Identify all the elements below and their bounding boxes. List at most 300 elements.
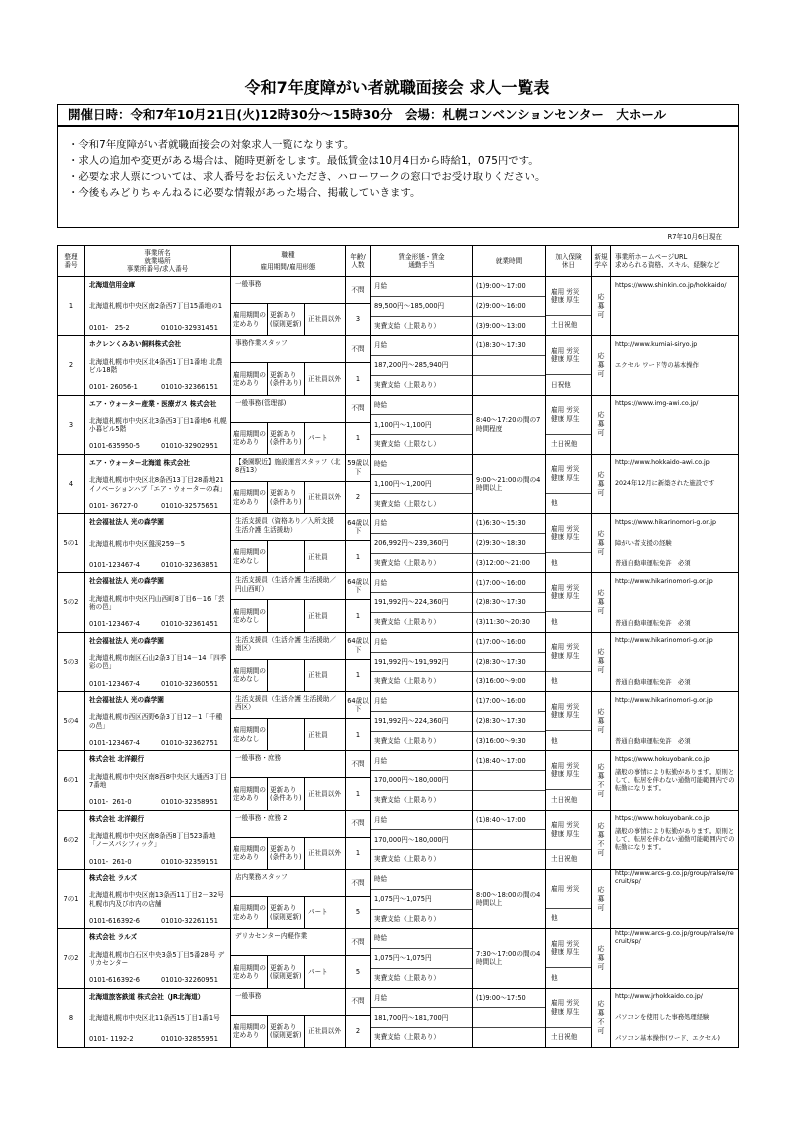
notice-item: ・令和7年度障がい者就職面接会の対象求人一覧になります。 (68, 139, 355, 151)
insurance-cell (546, 455, 592, 513)
working-hours (473, 751, 546, 809)
requirement-note (615, 413, 736, 438)
requirement-note (615, 650, 736, 675)
company-url[interactable]: http://www.jrhokkaido.co.jp/ (615, 993, 703, 1001)
office-number: 0101-123467-4 (89, 620, 140, 629)
company-url[interactable]: http://www.arcs-g.co.jp/group/ralse/recruit/sp/ (615, 870, 734, 886)
table-row (58, 988, 738, 1047)
work-address: 北海道札幌市中央区北4条西1丁目1番地 北農ビル18階 (89, 357, 223, 374)
working-hours (473, 811, 546, 869)
age-count-cell (346, 396, 371, 454)
job-number: 01010-32855951 (161, 1035, 218, 1044)
working-hours-slot: (1)8:40～17:00 (473, 751, 545, 771)
working-hours-slot (473, 1008, 545, 1028)
id-numbers (89, 442, 227, 450)
job-number: 01010-32902951 (161, 442, 218, 451)
notice-item: ・求人の追加や変更がある場合は、随時更新をします。最低賃金は10月4日から時給1，075円です。 (68, 155, 539, 167)
company-name: 北海道旅客鉄道 株式会社（JR北海道） (89, 992, 205, 1001)
insurance-item: 雇用 労災 (551, 643, 580, 652)
wage-range: 170,000円～180,000円 (371, 830, 472, 850)
header-insurance (546, 246, 592, 276)
row-number: 1 (58, 277, 85, 335)
age-count-cell (346, 989, 371, 1047)
job-cell (231, 692, 346, 750)
requirement-note (615, 294, 736, 319)
header-number (58, 246, 85, 276)
commute-allowance: 実費支給（上限あり） (374, 736, 440, 745)
wage-type: 時給 (371, 396, 472, 416)
insurance-list (546, 277, 591, 316)
openings-count: 1 (355, 789, 361, 798)
table-header-row (58, 246, 738, 276)
job-cell (231, 870, 346, 928)
wage-type: 月給 (371, 573, 472, 593)
company-url[interactable]: http://www.arcs-g.co.jp/group/ralse/recruit/sp/ (615, 929, 734, 945)
age-limit: 不問 (346, 396, 370, 423)
working-hours-slot (473, 791, 545, 810)
new-graduate-status: 応募可 (597, 589, 605, 617)
business-cell (85, 929, 231, 987)
row-number: 4 (58, 455, 85, 513)
contract-renewal: 更新あり(条件あり) (268, 423, 305, 454)
page-title: 令和7年度障がい者就職面接会 求人一覧表 (244, 78, 550, 97)
event-info: 開催日時：令和7年10月21日(火)12時30分～15時30分 会場：札幌コンベンションセンター 大ホール (57, 104, 739, 126)
employment-terms (231, 482, 345, 513)
work-address: 北海道札幌市中央区円山西町8丁目6－16「芸術の邑」 (89, 594, 225, 612)
wage-type: 月給 (371, 514, 472, 534)
working-hours-slot (473, 771, 545, 791)
working-hours (473, 989, 546, 1047)
wage-type: 時給 (371, 870, 472, 890)
job-number: 01010-32359151 (161, 857, 218, 866)
new-graduate-cell (592, 514, 611, 572)
company-name: 社会福祉法人 光の森学園 (89, 577, 164, 586)
job-title: 一般事務 (231, 277, 345, 304)
contract-renewal: 更新あり(条件あり) (268, 838, 305, 869)
url-requirements-cell (611, 633, 738, 691)
url-requirements-cell (611, 811, 738, 869)
working-hours (473, 455, 546, 513)
insurance-cell (546, 989, 592, 1047)
insurance-item: 雇用 労災 (551, 999, 580, 1008)
new-graduate-cell (592, 455, 611, 513)
new-graduate-cell (592, 692, 611, 750)
business-cell (85, 692, 231, 750)
company-url[interactable]: http://www.hikarinomori-g.or.jp (615, 577, 713, 585)
table-row (58, 454, 738, 513)
wage-cell (371, 396, 473, 454)
openings-count: 1 (355, 849, 361, 858)
business-cell (85, 633, 231, 691)
insurance-item: 健康 厚生 (551, 770, 580, 779)
wage-range: 187,200円～285,940円 (371, 356, 472, 376)
age-count-cell (346, 751, 371, 809)
table-row (58, 572, 738, 631)
new-graduate-status: 応募可 (597, 470, 605, 498)
insurance-item: 健康 厚生 (551, 1007, 580, 1016)
wage-cell (371, 870, 473, 928)
commute-allowance: 実費支給（上限あり） (374, 1033, 440, 1042)
holidays: 日祝他 (551, 380, 571, 389)
wage-range: 89,500円～185,000円 (371, 297, 472, 317)
business-cell (85, 396, 231, 454)
wage-cell (371, 751, 473, 809)
wage-type: 時給 (371, 455, 472, 475)
as-of-date: R7年10月6日現在 (667, 233, 722, 241)
insurance-item: 雇用 労災 (551, 346, 580, 355)
header-label: 事業所番号/求人番号 (126, 265, 189, 274)
header-label: 加入保険 (555, 252, 582, 261)
employment-type: 正社員 (308, 611, 328, 620)
notice-box (57, 126, 739, 228)
age-count-cell (346, 336, 371, 394)
new-graduate-status: 応募可 (597, 351, 605, 379)
insurance-item: 雇用 労災 (551, 287, 580, 296)
insurance-item: 健康 厚生 (551, 414, 580, 423)
row-number: 6の1 (58, 751, 85, 809)
holidays: 他 (551, 736, 558, 745)
work-address: 北海道札幌市中央区南8西8中央区大通西3丁目7番地 (89, 772, 227, 790)
insurance-cell (546, 692, 592, 750)
company-url[interactable]: http://www.hikarinomori-g.or.jp (615, 637, 713, 645)
age-count-cell (346, 870, 371, 928)
url-requirements-cell (611, 455, 738, 513)
job-number: 01010-32575651 (161, 501, 218, 510)
job-title: 一般事務・庶務 2 (231, 811, 345, 838)
insurance-cell (546, 573, 592, 631)
requirement-note: 普通自動車運転免許 必須 (615, 560, 691, 568)
working-hours (473, 870, 546, 928)
insurance-item: 健康 厚生 (551, 948, 580, 957)
requirement-note (615, 971, 736, 987)
contract-renewal (268, 719, 305, 750)
working-hours-slot: (1)7:00～16:00 (473, 633, 545, 653)
working-hours (473, 336, 546, 394)
openings-count: 2 (355, 1027, 361, 1035)
insurance-list (546, 870, 591, 909)
company-url[interactable]: http://www.hokkaido-awi.co.jp (615, 459, 710, 467)
header-label: 番号 (64, 261, 78, 269)
commute-allowance: 実費支給（上限あり） (374, 558, 440, 567)
new-graduate-status: 応募可 (597, 885, 605, 913)
company-name: 株式会社 ラルズ (89, 873, 138, 882)
requirement-note (615, 793, 736, 809)
wage-cell (371, 336, 473, 394)
age-limit: 64歳以下 (346, 573, 370, 600)
url-requirements-cell (611, 929, 738, 987)
working-hours-slot: (1)9:00～17:50 (473, 989, 545, 1009)
employment-period: 雇用期間の定めあり (231, 423, 268, 454)
table-row (58, 335, 738, 394)
employment-terms (231, 838, 345, 869)
id-numbers (89, 383, 227, 391)
job-title: 生活支援員（生活介護 生活援助／西区） (231, 692, 345, 719)
insurance-item: 健康 厚生 (551, 711, 580, 720)
insurance-cell (546, 751, 592, 809)
table-row (58, 632, 738, 691)
header-age (346, 246, 371, 276)
job-number: 01010-32358951 (161, 798, 218, 807)
job-title: 一般事務(管理部) (231, 396, 345, 423)
commute-allowance: 実費支給（上限あり） (374, 914, 440, 923)
requirement-note (615, 378, 736, 394)
working-hours (473, 396, 546, 454)
insurance-cell (546, 811, 592, 869)
company-url[interactable]: https://www.hikarinomori-g.or.jp (615, 518, 716, 526)
job-cell (231, 336, 346, 394)
insurance-item: 雇用 労災 (551, 584, 580, 593)
requirement-note (615, 853, 736, 869)
age-count-cell (346, 633, 371, 691)
business-cell (85, 455, 231, 513)
table-row (58, 513, 738, 572)
company-name: 株式会社 北洋銀行 (89, 755, 145, 764)
job-number: 01010-32360551 (161, 679, 218, 688)
row-number: 5の2 (58, 573, 85, 631)
new-graduate-status: 応募可 (597, 411, 605, 439)
business-cell (85, 514, 231, 572)
row-number: 3 (58, 396, 85, 454)
wage-cell (371, 692, 473, 750)
insurance-item: 雇用 労災 (551, 702, 580, 711)
age-count-cell (346, 692, 371, 750)
age-limit: 不問 (346, 336, 370, 363)
work-address: 北海道札幌市中央区北11条西15丁目1番1号 (89, 1014, 220, 1022)
header-label: 人数 (351, 261, 365, 269)
header-label: 就業場所 (144, 256, 171, 265)
insurance-cell (546, 929, 592, 987)
new-graduate-cell (592, 811, 611, 869)
contract-renewal (268, 600, 305, 631)
employment-terms (231, 1016, 345, 1047)
job-listing-table (57, 245, 739, 1048)
wage-range: 1,075円～1,075円 (371, 890, 472, 910)
company-url[interactable]: https://www.shinkin.co.jp/hokkaido/ (615, 281, 727, 289)
holidays: 土日祝他 (551, 795, 578, 804)
url-requirements-cell (611, 514, 738, 572)
insurance-list (546, 929, 591, 968)
insurance-cell (546, 396, 592, 454)
working-hours-text: 7:30～17:00の間の4時間以上 (476, 950, 541, 967)
insurance-item: 健康 厚生 (551, 592, 580, 601)
id-numbers (89, 976, 227, 984)
employment-period: 雇用期間の定めあり (231, 897, 268, 928)
new-graduate-cell (592, 396, 611, 454)
company-url[interactable]: http://www.kumiai-siryo.jp (615, 340, 698, 348)
employment-period: 雇用期間の定めなし (231, 541, 268, 572)
working-hours-text: 8:00～18:00の間の4時間以上 (476, 890, 541, 908)
insurance-list (546, 396, 591, 435)
insurance-item: 健康 厚生 (551, 651, 580, 660)
employment-terms (231, 956, 345, 987)
employment-period: 雇用期間の定めあり (231, 1016, 268, 1047)
holidays: 土日祝他 (551, 1033, 578, 1041)
job-cell (231, 455, 346, 513)
insurance-item: 健康 厚生 (551, 533, 580, 542)
new-graduate-cell (592, 870, 611, 928)
employment-terms (231, 897, 345, 928)
header-label: 学卒 (594, 261, 608, 269)
requirement-note (615, 590, 736, 615)
job-title: 店内業務スタッフ (231, 870, 345, 897)
age-limit: 不問 (346, 929, 370, 956)
company-url[interactable]: https://www.img-awi.co.jp/ (615, 400, 699, 408)
header-url (611, 246, 738, 276)
job-cell (231, 514, 346, 572)
new-graduate-cell (592, 336, 611, 394)
header-label: 休日 (561, 261, 576, 269)
wage-cell (371, 573, 473, 631)
age-limit: 不問 (346, 277, 370, 304)
row-number: 7の1 (58, 870, 85, 928)
work-address: 北海道札幌市中央区南2条西7丁目15番地の1 (89, 302, 223, 311)
table-row (58, 810, 738, 869)
employment-period: 雇用期間の定めあり (231, 482, 268, 513)
working-hours-slot: (1)8:30～17:30 (473, 336, 545, 356)
table-row (58, 276, 738, 335)
header-label: 雇用期間/雇用形態 (260, 262, 316, 271)
insurance-cell (546, 870, 592, 928)
row-number: 6の2 (58, 811, 85, 869)
requirement-note (615, 497, 736, 513)
age-limit: 不問 (346, 989, 370, 1016)
contract-renewal (268, 541, 305, 572)
business-cell (85, 870, 231, 928)
insurance-list (546, 811, 591, 850)
url-requirements-cell (611, 989, 738, 1047)
insurance-list (546, 989, 591, 1028)
id-numbers (89, 1035, 227, 1043)
working-hours-slot: (2)8:30～17:30 (473, 653, 545, 673)
wage-range: 206,992円～239,360円 (371, 534, 472, 554)
work-address: 北海道札幌市中央区南13条西11丁目2－32号 札幌市内及び市内の店舗 (89, 891, 224, 908)
office-number: 0101-635950-5 (89, 442, 140, 451)
age-limit: 不問 (346, 811, 370, 838)
id-numbers (89, 680, 227, 688)
holidays: 他 (551, 677, 558, 686)
company-name: 社会福祉法人 光の森学園 (89, 518, 164, 527)
age-count-cell (346, 811, 371, 869)
insurance-list (546, 455, 591, 494)
employment-period: 雇用期間の定めあり (231, 304, 268, 335)
company-name: 社会福祉法人 光の森学園 (89, 696, 164, 705)
age-count-cell (346, 514, 371, 572)
new-graduate-status: 応募不可 (597, 821, 605, 858)
employment-period: 雇用期間の定めなし (231, 660, 268, 691)
requirement-note (615, 319, 736, 335)
id-numbers (89, 561, 227, 569)
header-label: 職種 (281, 250, 295, 259)
age-limit: 59歳以下 (346, 455, 370, 482)
employment-type: パート (308, 908, 328, 917)
job-cell (231, 751, 346, 809)
employment-type: 正社員 (308, 552, 328, 561)
job-title: 生活支援員（生活介護 生活援助／南区） (231, 633, 345, 660)
working-hours-slot (473, 850, 545, 869)
insurance-item: 健康 厚生 (551, 296, 580, 304)
url-requirements-cell (611, 751, 738, 809)
insurance-cell (546, 514, 592, 572)
working-hours-slot: (3)16:00～9:30 (476, 736, 526, 745)
business-cell (85, 751, 231, 809)
employment-period: 雇用期間の定めあり (231, 363, 268, 394)
wage-cell (371, 811, 473, 869)
employment-period: 雇用期間の定めあり (231, 778, 268, 809)
new-graduate-status: 応募不可 (597, 762, 605, 799)
employment-terms (231, 660, 345, 691)
company-name: 社会福祉法人 光の森学園 (89, 636, 164, 645)
requirement-note: パソコンを使用した事務処理経験 (615, 1014, 710, 1022)
holidays: 土日祝他 (551, 440, 578, 449)
requirement-note: 諸般の事情により転勤があります。原則として、転居を伴わない通勤可能範囲内での転勤になります。 (615, 828, 735, 852)
wage-type: 時給 (371, 929, 472, 949)
requirement-note (615, 709, 736, 734)
wage-type: 月給 (371, 692, 472, 712)
job-number: 01010-32362751 (161, 738, 218, 747)
employment-period: 雇用期間の定めあり (231, 838, 268, 869)
age-count-cell (346, 277, 371, 335)
header-label: 事業所名 (144, 248, 171, 257)
employment-period: 雇用期間の定めなし (231, 719, 268, 750)
row-number: 8 (58, 989, 85, 1047)
employment-type: 正社員以外 (308, 374, 341, 383)
holidays: 他 (551, 914, 558, 923)
insurance-item: 雇用 労災 (551, 939, 580, 948)
job-cell (231, 989, 346, 1047)
wage-cell (371, 277, 473, 335)
holidays: 他 (551, 617, 558, 626)
commute-allowance: 実費支給（上限あり） (374, 321, 440, 330)
insurance-cell (546, 633, 592, 691)
insurance-item: 健康 厚生 (551, 473, 580, 482)
contract-renewal: 更新あり(原則更新) (268, 1016, 305, 1047)
contract-renewal: 更新あり(原則更新) (268, 956, 305, 987)
company-name: エア・ウォーター北海道 株式会社 (89, 458, 190, 467)
wage-cell (371, 455, 473, 513)
working-hours-slot (473, 830, 545, 850)
company-url[interactable]: http://www.hikarinomori-g.or.jp (615, 696, 713, 704)
employment-type: パート (308, 967, 328, 976)
requirement-note (615, 912, 736, 928)
company-name: 株式会社 ラルズ (89, 933, 138, 942)
holidays: 他 (551, 973, 558, 982)
row-number: 2 (58, 336, 85, 394)
header-new-grad (592, 246, 611, 276)
working-hours (473, 633, 546, 691)
id-numbers (89, 620, 227, 628)
new-graduate-cell (592, 989, 611, 1047)
header-business (85, 246, 231, 276)
office-number: 0101-123467-4 (89, 679, 140, 688)
new-graduate-status: 応募可 (597, 292, 605, 320)
new-graduate-cell (592, 929, 611, 987)
company-url[interactable]: https://www.hokuyobank.co.jp (615, 755, 710, 763)
commute-allowance: 実費支給（上限なし） (374, 499, 440, 508)
requirement-note (615, 887, 736, 912)
insurance-list (546, 751, 591, 790)
job-title: 一般事務・庶務 (231, 751, 345, 778)
table-body (58, 276, 738, 1047)
insurance-item: 健康 厚生 (551, 829, 580, 838)
insurance-cell (546, 277, 592, 335)
new-graduate-cell (592, 573, 611, 631)
company-url[interactable]: https://www.hokuyobank.co.jp (615, 815, 710, 823)
office-number: 0101-123467-4 (89, 561, 140, 570)
header-label: 事業所ホームページURL (615, 252, 688, 261)
commute-allowance: 実費支給（上限あり） (374, 381, 440, 389)
id-numbers (89, 502, 227, 510)
working-hours-slot: (1)7:00～16:00 (473, 573, 545, 593)
